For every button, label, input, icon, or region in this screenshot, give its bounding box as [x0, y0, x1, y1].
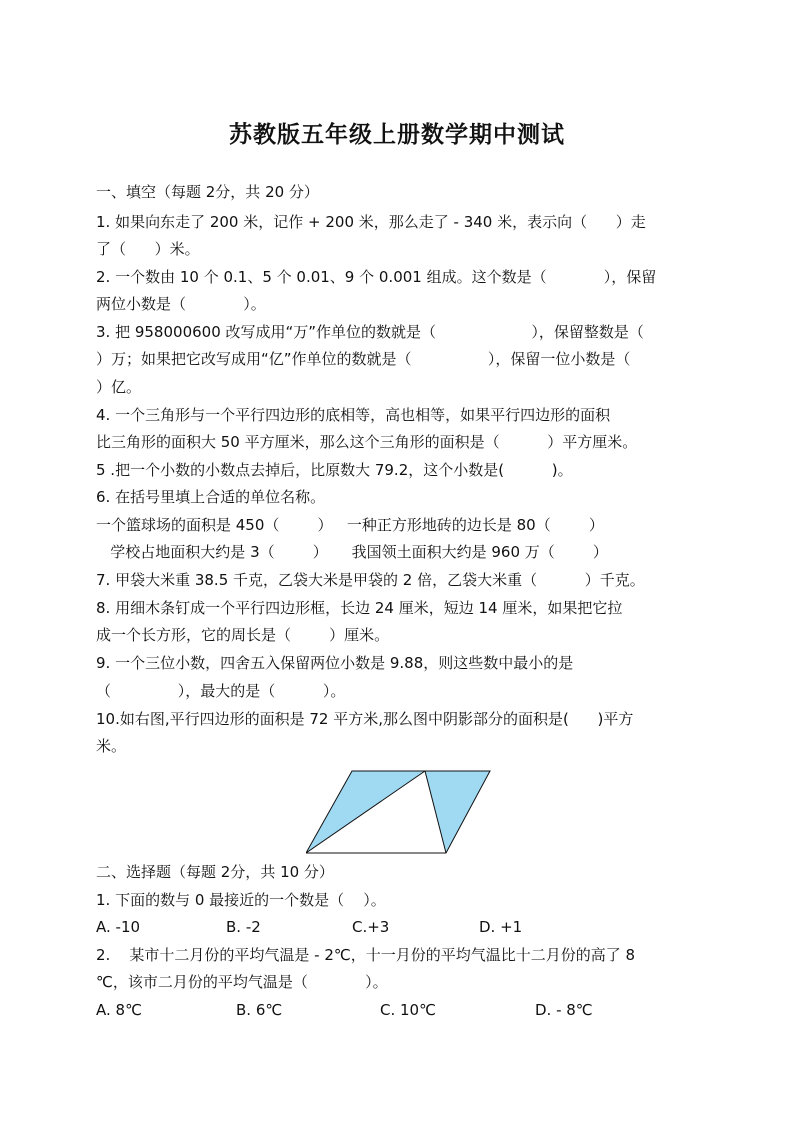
question-line: 10.如右图,平行四边形的面积是 72 平方米,那么图中阴影部分的面积是( )平方	[96, 710, 634, 728]
question-line: （ ），最大的是（ ）。	[96, 682, 346, 700]
question-line: 3. 把 958000600 改写成用“万”作单位的数就是（ ），保留整数是（	[96, 323, 644, 341]
page-title: 苏教版五年级上册数学期中测试	[229, 121, 565, 148]
question-line: 了（ ）米。	[96, 240, 200, 258]
question-line: 9. 一个三位小数，四舍五入保留两位小数是 9.88，则这些数中最小的是	[96, 654, 574, 672]
choice-option: C.+3	[352, 918, 390, 936]
choice-option: A. 8℃	[96, 1001, 142, 1019]
question-line: 6. 在括号里填上合适的单位名称。	[96, 488, 326, 506]
question-line: 米。	[96, 737, 127, 755]
question-line: 1. 如果向东走了 200 米，记作 + 200 米，那么走了 - 340 米，表示向（ ）走	[96, 213, 646, 231]
question-line: 1. 下面的数与 0 最接近的一个数是（ ）。	[96, 891, 386, 909]
section1-heading: 一、填空（每题 2分，共 20 分）	[96, 183, 319, 201]
question-line: 比三角形的面积大 50 平方厘米，那么这个三角形的面积是（ ）平方厘米。	[96, 433, 638, 451]
question-line: 8. 用细木条钉成一个平行四边形框，长边 24 厘米，短边 14 厘米，如果把它拉	[96, 599, 623, 617]
choice-option: B. -2	[226, 918, 261, 936]
question-line: 两位小数是（ ）。	[96, 295, 266, 313]
question-line: ℃，该市二月份的平均气温是（ ）。	[96, 973, 388, 991]
choice-option: A. -10	[96, 918, 141, 936]
choice-option: B. 6℃	[236, 1001, 283, 1019]
choice-option: D. +1	[479, 918, 523, 936]
question-line: ）亿。	[96, 378, 142, 396]
choice-option: D. - 8℃	[535, 1001, 593, 1019]
question-line: 7. 甲袋大米重 38.5 千克，乙袋大米是甲袋的 2 倍，乙袋大米重（ ）千克。	[96, 571, 645, 589]
choice-option: C. 10℃	[380, 1001, 436, 1019]
question-line: 2. 一个数由 10 个 0.1、5 个 0.01、9 个 0.001 组成。这个数是（ ），保留	[96, 268, 657, 286]
question-line: 2. 某市十二月份的平均气温是 - 2℃，十一月份的平均气温比十二月份的高了 8	[96, 946, 636, 964]
parallelogram-figure	[306, 768, 494, 856]
question-line: ）万；如果把它改写成用“亿”作单位的数就是（ ），保留一位小数是（	[96, 350, 631, 368]
question-line: 5 .把一个小数的小数点去掉后，比原数大 79.2，这个小数是( )。	[96, 461, 573, 479]
shaded-triangle-right	[425, 771, 490, 853]
question-line: 学校占地面积大约是 3（ ） 我国领土面积大约是 960 万（ ）	[96, 543, 608, 561]
section2-heading: 二、选择题（每题 2分，共 10 分）	[96, 863, 334, 881]
question-line: 成一个长方形，它的周长是（ ）厘米。	[96, 626, 390, 644]
question-line: 一个篮球场的面积是 450（ ） 一种正方形地砖的边长是 80（ ）	[96, 516, 604, 534]
question-line: 4. 一个三角形与一个平行四边形的底相等，高也相等，如果平行四边形的面积	[96, 406, 611, 424]
